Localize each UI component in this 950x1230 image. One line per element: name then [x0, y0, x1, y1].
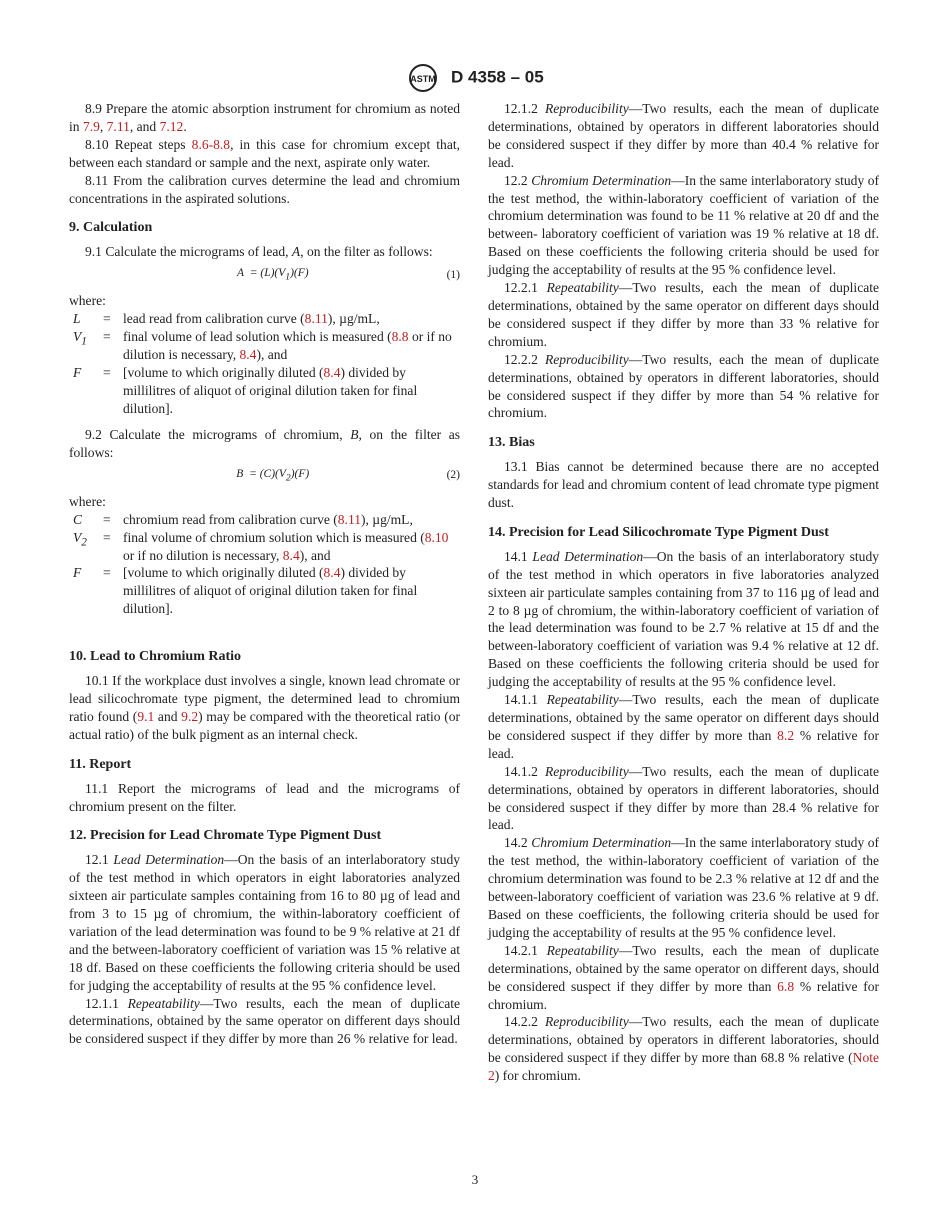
definition-F: F = [volume to which originally diluted (8.4) divided by millilitres of aliquot of original dilution taken for final dilution]. — [73, 365, 418, 416]
heading-calculation: 9. Calculation — [69, 220, 153, 236]
equation-2 — [69, 466, 460, 487]
link-8-4[interactable]: 8.4 — [323, 365, 341, 381]
definition-C: C = chromium read from calibration curve (8.11), µg/mL, — [73, 511, 413, 527]
left-column — [69, 100, 460, 1048]
link-8-11[interactable]: 8.11 — [337, 511, 361, 527]
para-12-1-2: 12.1.2 Reproducibility—Two results, each the mean of duplicate determinations, obtained by operators in different laboratories should be considered suspect if they differ by more than 40.4 % relative for lead. — [488, 101, 879, 170]
link-8-10[interactable]: 8.10 — [424, 529, 449, 545]
para-14-2-1: 14.2.1 Repeatability—Two results, each the mean of duplicate determinations, obtained by the same operator on different days, should be considered suspect if they differ by more than 6.8 % relative for chromium. — [488, 942, 880, 1012]
where-label-1: where: — [69, 293, 106, 309]
equation-1-formula: $A = (L)(V_1)(F)$ — [236, 267, 309, 283]
para-10-1: 10.1 If the workplace dust involves a single, known lead chromate or lead silicochromate type pigment, the determined lead to chromium ratio found (9.1 and 9.2) may be compared with the theoretical ratio (or actual ratio) of the bulk pigment as an internal check. — [69, 673, 460, 742]
para-14-1: 14.1 Lead Determination—On the basis of an interlaboratory study of the test method in which operators in five laboratories analyzed sixteen air particulate samples containing from 37 to 116 µg of lead and 2 to 8 µg of chromium, the within-laboratory coefficient of variation of the lead determination was found to be 2.7 % relative at 15 df and the between-laboratory coefficient of variation was 9.4 % relative at 12 df. Based on these coefficients the following criteria should be used for judging the acceptability of results at the 95 % confidence level. — [488, 548, 879, 690]
para-13-1: 13.1 Bias cannot be determined because there are no accepted standards for lead and chromium content of lead chromate type pigment dust. — [488, 459, 879, 511]
link-6-8[interactable]: 6.8 — [777, 978, 795, 994]
para-8-10: 8.10 Repeat steps 8.6-8.8, in this case for chromium except that, between each standard or sample and the next, aspirate only water. — [69, 136, 460, 170]
link-8-6-8-8[interactable]: 8.6-8.8 — [191, 136, 231, 152]
link-8-4[interactable]: 8.4 — [323, 565, 341, 581]
para-12-1-1: 12.1.1 Repeatability—Two results, each the mean of duplicate determinations, obtained by the same operator on different days should be considered suspect if they differ by more than 26 % relative for lead. — [69, 995, 460, 1047]
equation-2-number: (2) — [446, 469, 460, 482]
para-14-1-1: 14.1.1 Repeatability—Two results, each the mean of duplicate determinations, obtained by the same operator on different days should be considered suspect if they differ by more than 8.2 % relative for lead. — [488, 692, 880, 761]
link-9-2[interactable]: 9.2 — [181, 708, 199, 724]
link-7-12[interactable]: 7.12 — [159, 118, 184, 134]
para-12-2: 12.2 Chromium Determination—In the same interlaboratory study of the test method, the within-laboratory coefficient of variation of the chromium determination was found to be 11 % relative at 20 df and the between- laboratory coefficient of variation was 19 % relative at 18 df. Based on these coefficients the following criteria should be used for judging the acceptability of results at the 95 % confidence level. — [488, 172, 879, 278]
heading-report: 11. Report — [69, 756, 132, 772]
para-12-2-1: 12.2.1 Repeatability—Two results, each the mean of duplicate determinations, obtained by the same operator on different days should be considered suspect if they differ by more than 33 % relative for chromium. — [488, 280, 879, 349]
para-11-1: 11.1 Report the micrograms of lead and the micrograms of chromium present on the filter. — [69, 780, 460, 814]
svg-text:ASTM: ASTM — [410, 74, 437, 84]
para-14-2: 14.2 Chromium Determination—In the same interlaboratory study of the test method, the within-laboratory coefficient of variation of the chromium determination was found to be 2.3 % relative at 12 df and the between-laboratory coefficient of variation was 23.6 % relative at 9 df. Based on these coefficients, the following criteria should be used for judging the acceptability of results at the 95 % confidence level. — [488, 835, 879, 940]
astm-logo-icon — [406, 63, 440, 93]
para-8-9: 8.9 Prepare the atomic absorption instrument for chromium as noted in 7.9, 7.11, and 7.12. — [69, 101, 460, 134]
para-12-2-2: 12.2.2 Reproducibility—Two results, each the mean of duplicate determinations, obtained by operators in different laboratories, should be considered suspect if they differ by more than 54 % relative for chromium. — [488, 351, 879, 421]
document-title: D 4358 – 05 — [451, 67, 544, 87]
definition-F-2: F = [volume to which originally diluted (8.4) divided by millilitres of aliquot of original dilution taken for final dilution]. — [73, 565, 418, 617]
para-9-2: 9.2 Calculate the micrograms of chromium, B, on the filter as follows: — [69, 426, 460, 460]
equation-1-number: (1) — [446, 268, 460, 281]
para-8-11: 8.11 From the calibration curves determine the lead and chromium concentrations in the aspirated solutions. — [69, 172, 460, 206]
link-8-8[interactable]: 8.8 — [391, 329, 409, 345]
definition-V2: $V_2$ = final volume of chromium solution which is measured (8.10 or if no dilution is necessary, 8.4), and — [73, 529, 449, 563]
link-8-2[interactable]: 8.2 — [777, 727, 795, 743]
para-14-1-2: 14.1.2 Reproducibility—Two results, each the mean of duplicate determinations, obtained by operators in different laboratories, should be considered suspect if they differ by more than 28.4 % relative for lead. — [488, 763, 879, 833]
heading-precision-lead-silicochromate: 14. Precision for Lead Silicochromate Type Pigment Dust — [488, 524, 829, 540]
para-12-1: 12.1 Lead Determination—On the basis of an interlaboratory study of the test method in which operators in eight laboratories analyzed sixteen air particulate samples containing from 16 to 80 µg of lead and from 3 to 15 µg of chromium, the within-laboratory coefficient of variation of the lead determination was found to be 9 % relative at 21 df and the between-laboratory coefficient of variation was 15 % relative at 18 df. Based on these coefficients the following criteria should be used for judging the acceptability of results at the 95 % confidence level. — [69, 852, 460, 993]
link-8-11[interactable]: 8.11 — [304, 311, 328, 327]
equation-2-formula: $B = (C)(V_2)(F)$ — [236, 467, 310, 483]
heading-lead-chromium-ratio: 10. Lead to Chromium Ratio — [69, 649, 242, 665]
para-9-1: 9.1 Calculate the micrograms of lead, A, on the filter as follows: — [85, 244, 433, 260]
link-7-11[interactable]: 7.11 — [106, 118, 130, 134]
page-header — [0, 63, 950, 93]
definition-V1: $V_1$ = final volume of lead solution which is measured (8.8 or if no dilution is necessary, 8.4), and — [73, 329, 452, 363]
heading-precision-lead-chromate: 12. Precision for Lead Chromate Type Pigment Dust — [69, 828, 382, 844]
right-column — [488, 100, 879, 1085]
link-9-1[interactable]: 9.1 — [137, 708, 155, 724]
link-7-9[interactable]: 7.9 — [82, 118, 100, 134]
link-note-2[interactable]: Note 2 — [488, 1050, 879, 1084]
page-number: 3 — [471, 1172, 479, 1187]
para-14-2-2: 14.2.2 Reproducibility—Two results, each the mean of duplicate determinations, obtained by operators in different laboratories, should be considered suspect if they differ by more than 68.8 % relative (Note 2) for chromium. — [488, 1014, 879, 1084]
heading-bias: 13. Bias — [488, 435, 535, 451]
where-label-2: where: — [69, 493, 106, 509]
definition-L: L = lead read from calibration curve (8.11), µg/mL, — [73, 311, 380, 327]
link-8-4[interactable]: 8.4 — [282, 547, 300, 563]
link-8-4[interactable]: 8.4 — [239, 347, 257, 363]
equation-1 — [69, 265, 460, 286]
